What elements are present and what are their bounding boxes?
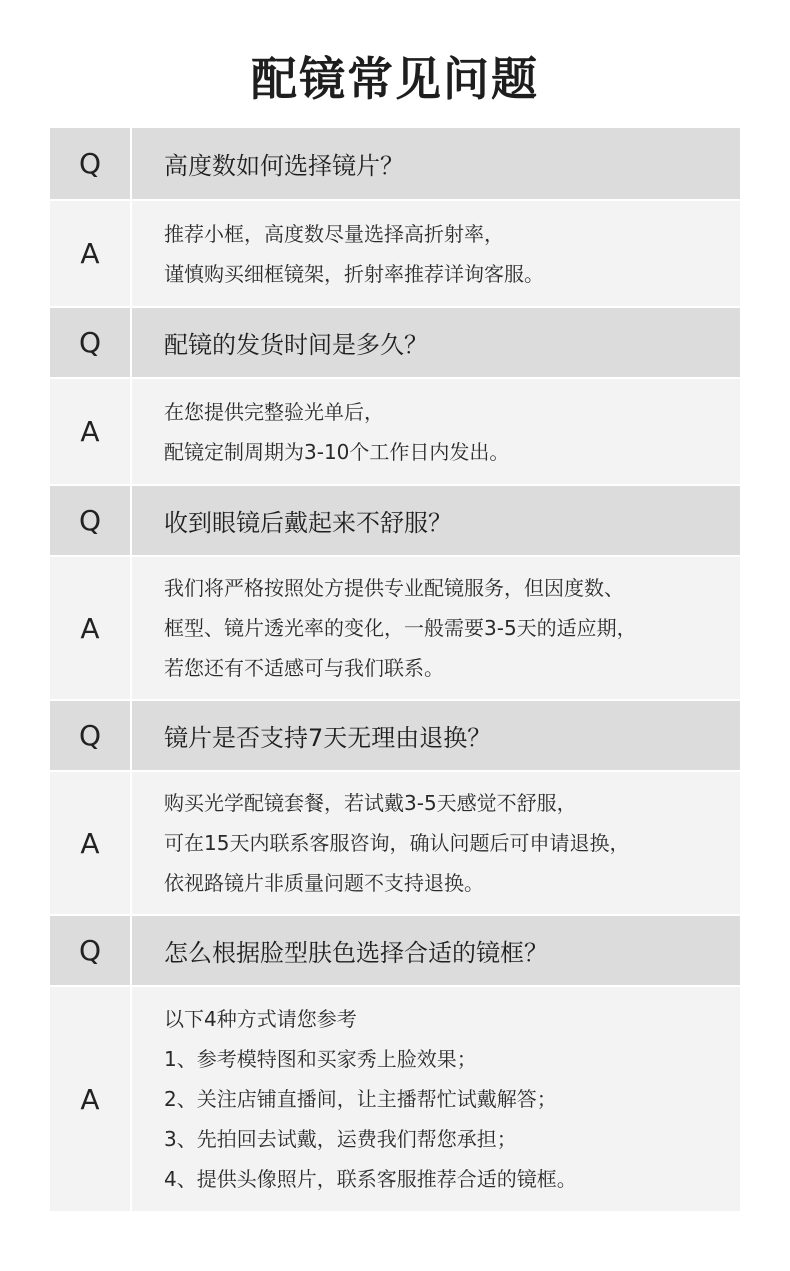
q-label: Q <box>50 128 132 199</box>
answer-text <box>132 379 740 484</box>
answer-line: 依视路镜片非质量问题不支持退换。 <box>164 871 484 895</box>
question-text: 配镜的发货时间是多久？ <box>164 331 428 359</box>
answer-line: 我们将严格按照处方提供专业配镜服务，但因度数、 <box>164 576 624 600</box>
answer-line: 以下4种方式请您参考 <box>164 1007 357 1031</box>
answer-row <box>50 377 740 484</box>
answer-text <box>132 772 740 914</box>
question-text: 高度数如何选择镜片？ <box>164 152 404 180</box>
answer-line: 购买光学配镜套餐，若试戴3-5天感觉不舒服， <box>164 791 577 815</box>
question-row <box>50 484 740 555</box>
answer-row <box>50 555 740 699</box>
a-label: A <box>50 987 132 1211</box>
question-text: 镜片是否支持7天无理由退换？ <box>164 724 492 752</box>
answer-line: 2、关注店铺直播间，让主播帮忙试戴解答； <box>164 1087 557 1111</box>
answer-line: 若您还有不适感可与我们联系。 <box>164 656 444 680</box>
question-row <box>50 699 740 770</box>
answer-text <box>132 987 740 1211</box>
answer-line: 框型、镜片透光率的变化，一般需要3-5天的适应期， <box>164 616 637 640</box>
q-label: Q <box>50 308 132 377</box>
answer-text <box>132 557 740 699</box>
answer-row <box>50 199 740 306</box>
a-label: A <box>50 379 132 484</box>
answer-line: 可在15天内联系客服咨询，确认问题后可申请退换， <box>164 831 630 855</box>
faq-table <box>50 128 740 1211</box>
q-label: Q <box>50 916 132 985</box>
answer-line: 在您提供完整验光单后， <box>164 399 384 424</box>
question-row <box>50 306 740 377</box>
answer-row <box>50 985 740 1211</box>
question-text: 收到眼镜后戴起来不舒服？ <box>164 509 452 537</box>
page-title: 配镜常见问题 <box>251 52 539 106</box>
question-text: 怎么根据脸型肤色选择合适的镜框？ <box>164 939 548 967</box>
a-label: A <box>50 557 132 699</box>
answer-line: 3、先拍回去试戴，运费我们帮您承担； <box>164 1127 517 1151</box>
answer-line: 配镜定制周期为3-10个工作日内发出。 <box>164 439 510 464</box>
question-row <box>50 914 740 985</box>
answer-text <box>132 201 740 306</box>
question-row <box>50 128 740 199</box>
answer-line: 4、提供头像照片，联系客服推荐合适的镜框。 <box>164 1167 577 1191</box>
answer-line: 谨慎购买细框镜架，折射率推荐详询客服。 <box>164 261 544 286</box>
q-label: Q <box>50 486 132 555</box>
a-label: A <box>50 772 132 914</box>
answer-line: 推荐小框，高度数尽量选择高折射率， <box>164 221 504 246</box>
answer-row <box>50 770 740 914</box>
q-label: Q <box>50 701 132 770</box>
answer-line: 1、参考模特图和买家秀上脸效果； <box>164 1047 477 1071</box>
a-label: A <box>50 201 132 306</box>
